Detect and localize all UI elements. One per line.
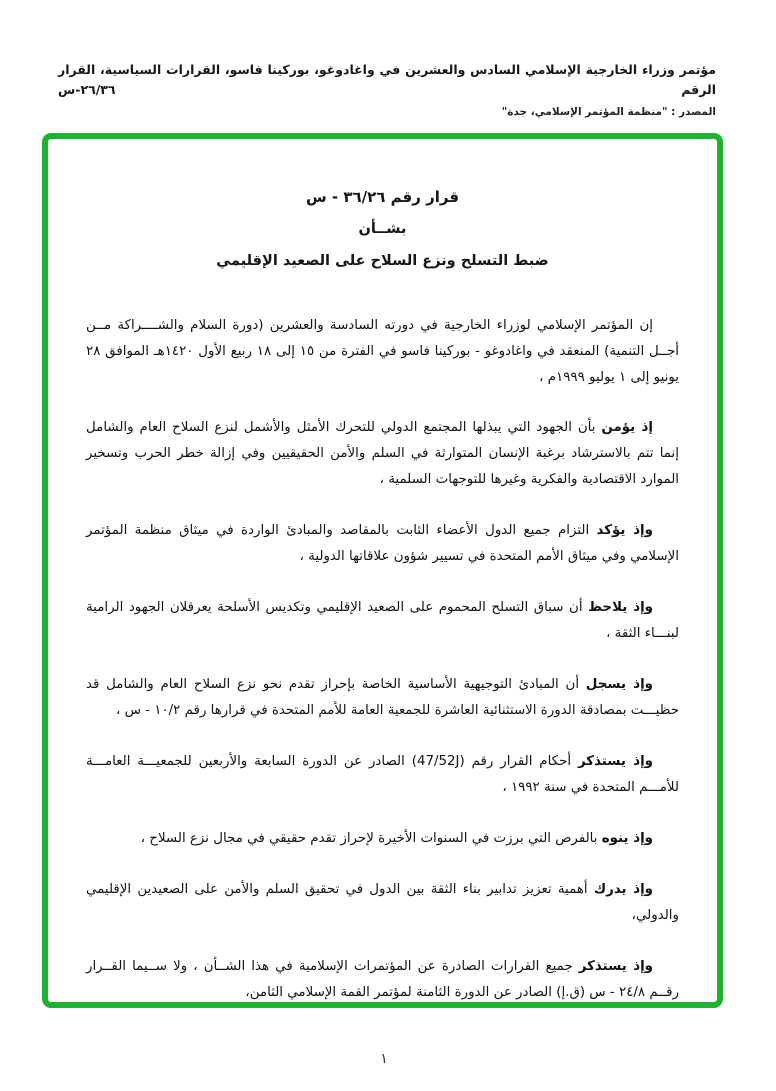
paragraph-preamble	[86, 313, 679, 391]
paragraph-text: التزام جميع الدول الأعضاء الثابت بالمقاصد والمبادئ الواردة في ميثاق منظمة المؤتمر الإسلامي وفي ميثاق الأمم المتحدة في تسيير شؤون علاقاتها الدولية ،	[86, 523, 679, 564]
paragraph-text: أهمية تعزيز تدابير بناء الثقة بين الدول في تحقيق السلم والأمن على الصعيدين الإقليمي والدولي،	[86, 882, 679, 923]
paragraph-text: جميع القرارات الصادرة عن المؤتمرات الإسلامية في هذا الشــأن ، ولا ســيما القــرار رقــم ٢٤/٨ - س (ق.إ) الصادر عن الدورة الثامنة لمؤتمر القمة الإسلامي الثامن،	[86, 959, 679, 1000]
resolution-subject: ضبط التسلح ونزع السلاح على الصعيد الإقليمي	[216, 253, 549, 269]
paragraph-lead: وإذ يسجل	[585, 677, 653, 692]
paragraph-noting	[86, 595, 679, 647]
resolution-title-block	[86, 181, 679, 277]
resolution-content	[48, 139, 717, 1006]
paragraph-believing	[86, 415, 679, 493]
paragraph-lead: وإذ يستذكر	[577, 754, 653, 769]
paragraph-acknowledging	[86, 826, 679, 852]
paragraph-affirming	[86, 518, 679, 570]
paragraph-lead: وإذ يستذكر	[578, 959, 653, 974]
paragraph-lead: وإذ يلاحظ	[588, 600, 653, 615]
paragraph-text: أن سباق التسلح المحموم على الصعيد الإقليمي وتكديس الأسلحة يعرقلان الجهود الرامية لبنـــاء الثقة ،	[86, 600, 679, 641]
paragraph-lead: وإذ يؤكد	[596, 523, 653, 538]
document-header	[58, 60, 716, 118]
paragraph-text: إن المؤتمر الإسلامي لوزراء الخارجية في دورته السادسة والعشرين (دورة السلام والشــــراكة مــن أجــل التنمية) المنعقد في واغادوغو - بوركينا فاسو في الفترة من ١٥ إلى ١٨ ربيع الأول ١٤٢٠هـ الموافق ٢٨ يونيو إلى ١ يوليو ١٩٩٩م ،	[86, 318, 679, 385]
paragraph-text: أن المبادئ التوجيهية الأساسية الخاصة بإحراز تقدم نحو نزع السلاح العام والشامل قد حظيـــت بمصادقة الدورة الاستثنائية العاشرة للجمعية العامة للأمم المتحدة في قرارها رقم ١٠/٢ - س ،	[86, 677, 679, 718]
header-citation: مؤتمر وزراء الخارجية الإسلامي السادس والعشرين في واغادوغو، بوركينا فاسو، القرارات السياسية، القرار الرقم ٢٦/٣٦-س	[58, 62, 716, 97]
resolution-number: قرار رقم ٣٦/٢٦ - س	[305, 188, 460, 206]
paragraph-text: بأن الجهود التي يبذلها المجتمع الدولي للتحرك الأمثل والأشمل لنزع السلاح العام والشامل إنما تتم بالاسترشاد برغبة الإنسان المتوارثة في السلم والأمن الحقيقيين وفي إزالة خطر الحرب وتسخير الموارد الاقتصادية والفكرية وغيرها للتوجهات السلمية ،	[86, 420, 679, 487]
paragraph-lead: إذ يؤمن	[601, 420, 653, 435]
paragraph-text: أحكام القرار رقم (47/52J) الصادر عن الدورة السابعة والأربعين للجمعيـــة العامـــة للأمـــم المتحدة في سنة ١٩٩٢ ،	[86, 754, 679, 795]
paragraph-lead: وإذ ينوه	[601, 831, 653, 846]
resolution-border-box	[42, 133, 723, 1008]
page-number: ١	[380, 1051, 388, 1067]
resolution-about-label: بشــأن	[358, 221, 407, 237]
paragraph-aware	[86, 877, 679, 929]
paragraph-recalling-un	[86, 749, 679, 801]
paragraph-lead: وإذ يدرك	[593, 882, 653, 897]
paragraph-recalling-oic	[86, 954, 679, 1006]
paragraph-recording	[86, 672, 679, 724]
header-source: المصدر : "منظمة المؤتمر الإسلامي، جدة"	[501, 106, 716, 118]
paragraph-text: بالفرص التي برزت في السنوات الأخيرة لإحراز تقدم حقيقي في مجال نزع السلاح ،	[140, 831, 602, 846]
